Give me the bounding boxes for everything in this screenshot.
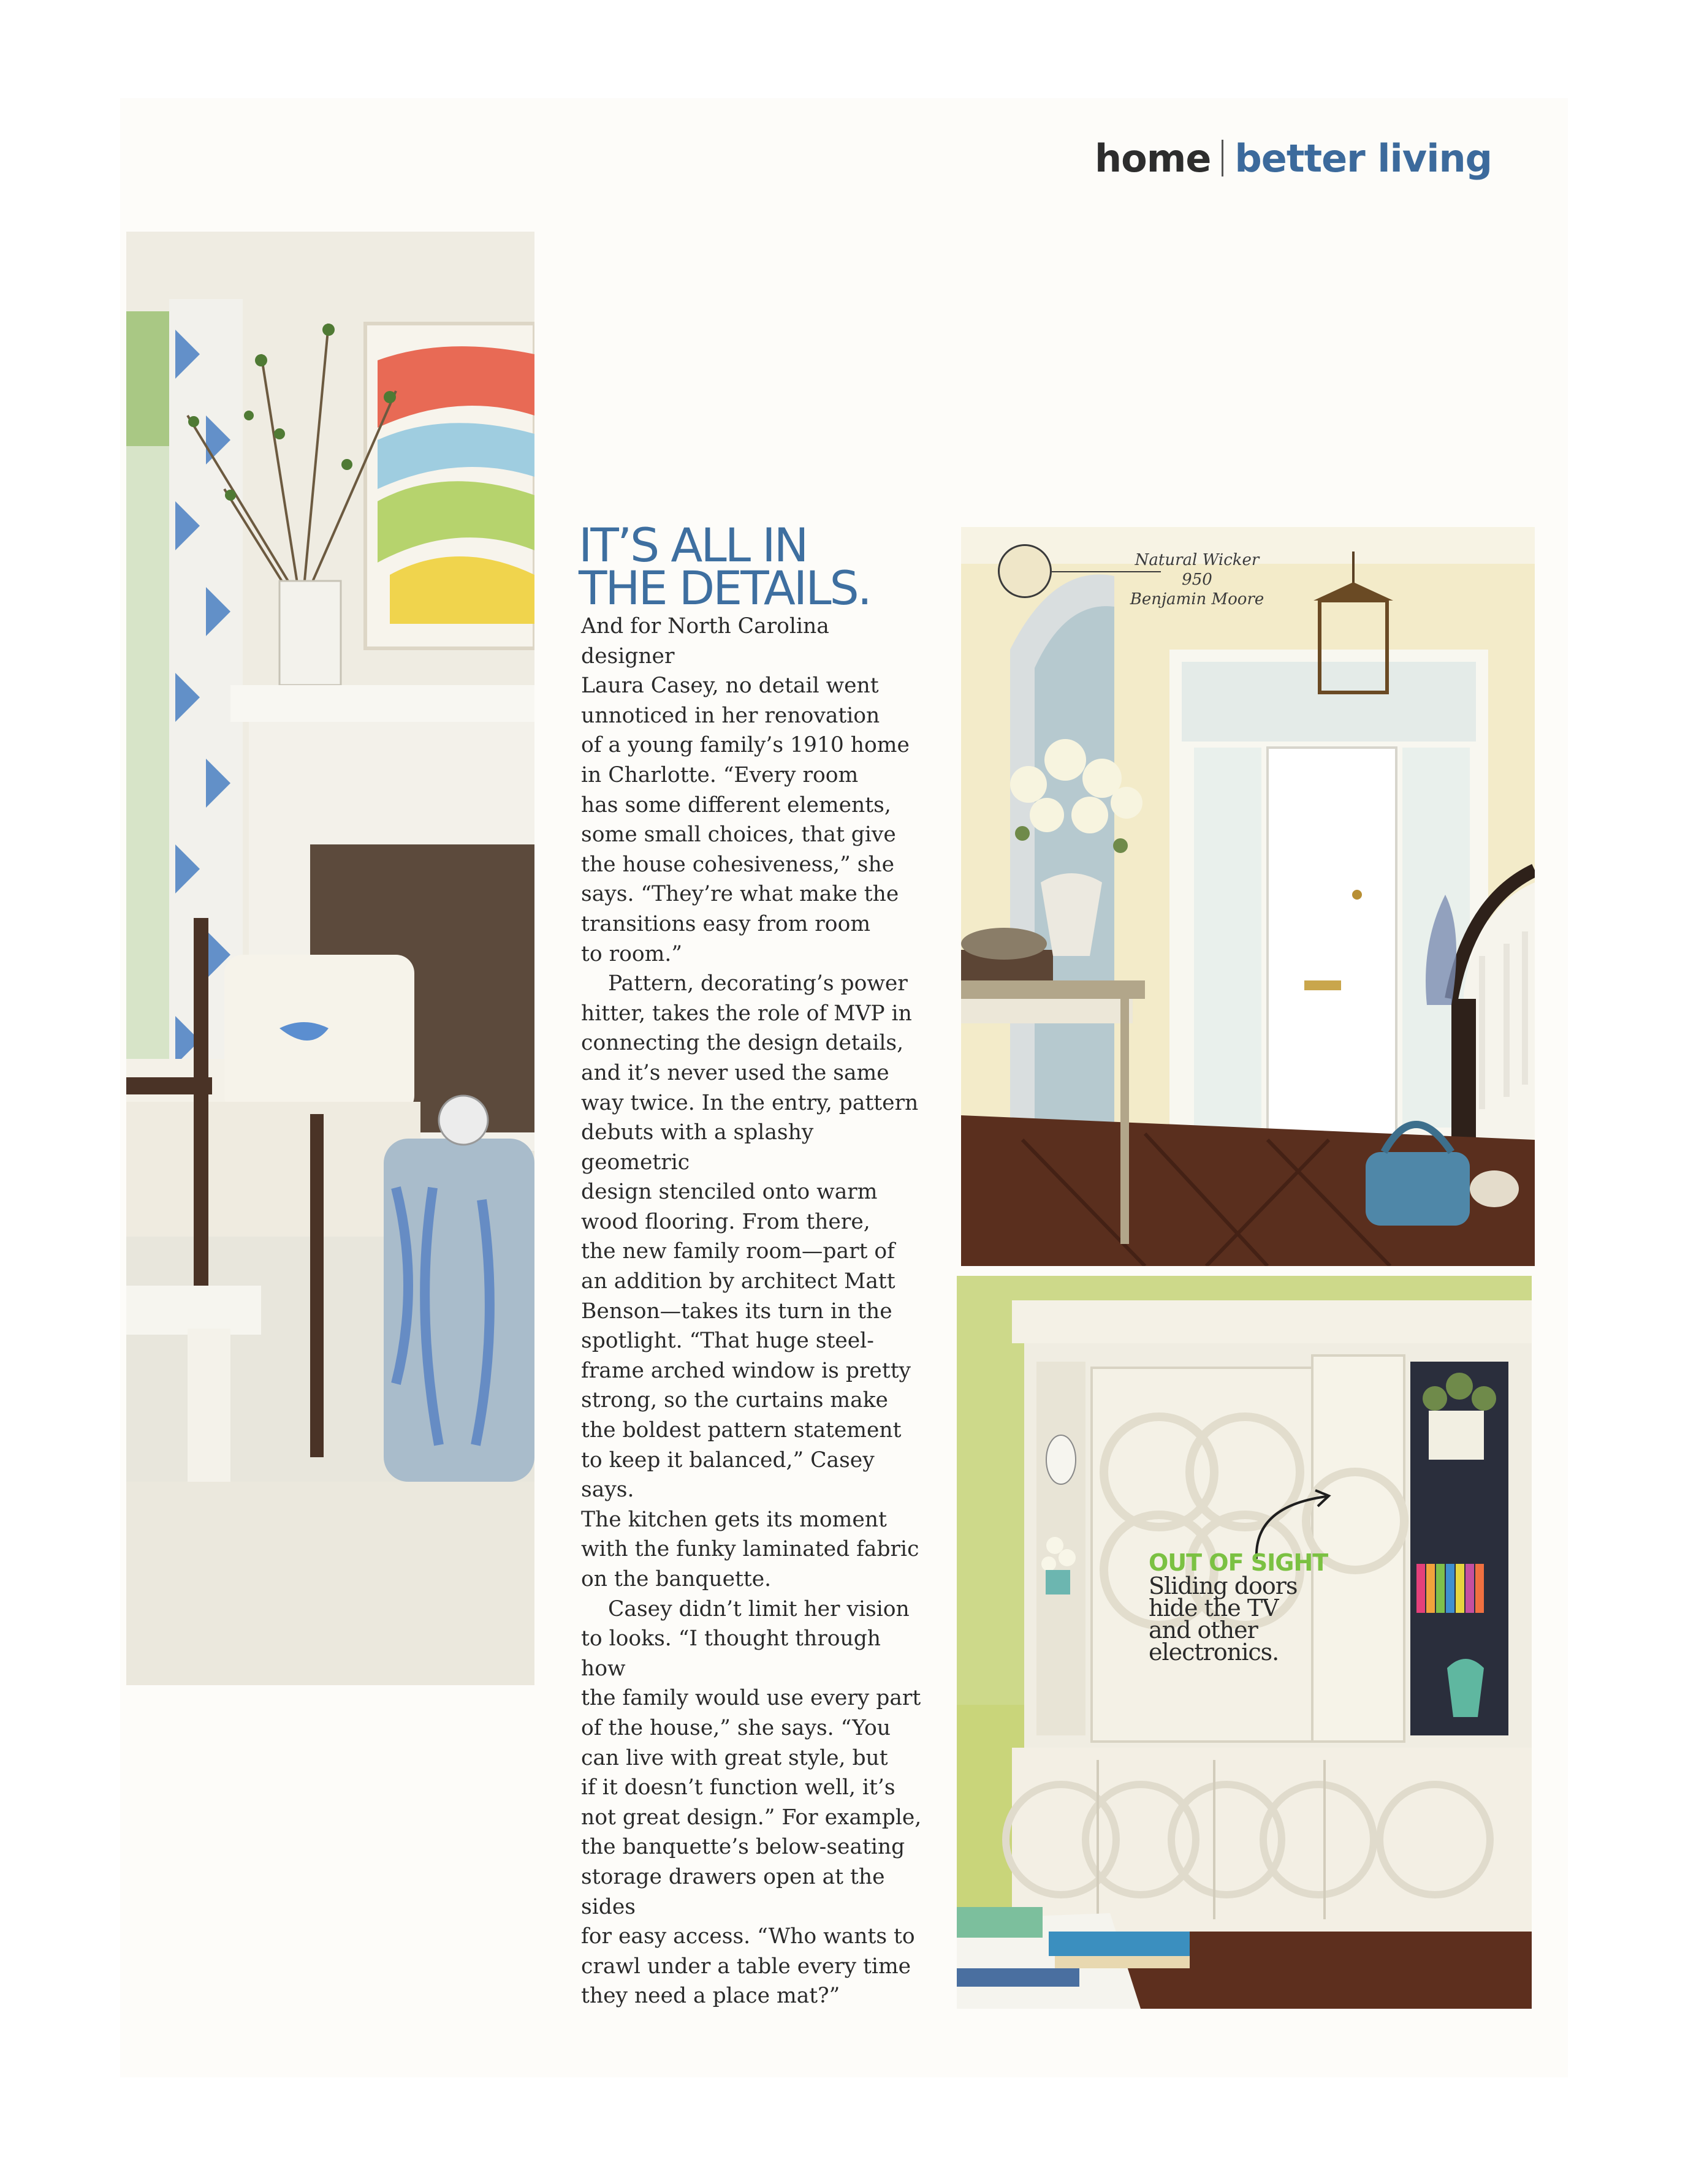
- callout-text: Sliding doors hide the TV and other electronics.: [1149, 1572, 1298, 1666]
- callout-title: OUT OF SIGHT: [1149, 1549, 1328, 1576]
- article-body: [581, 612, 924, 2011]
- article-paragraph: Pattern, decorating’s power hitter, takes the role of MVP in connecting the design details, and it’s never used the same way twice. In the entry, pattern debuts with a splashy geometric design stenciled onto warm wood flooring. From there, the new family room—part of an addition by architect Matt Benson—takes its turn in the spotlight. “That huge steel- frame arched window is pretty strong, so the curtains make the boldest pattern statement to keep it balanced,” Casey says. The kitchen gets its moment with the funky laminated fabric on the banquette.: [581, 971, 919, 1591]
- article-paragraph: Casey didn’t limit her vision to looks. “I thought through how the family would use every part of the house,” she says. “You can live with great style, but if it doesn’t function well, it’s not great design.” For example, the banquette’s below-seating storage drawers open at the sides for easy access. “Who wants to crawl under a table every time they need a place mat?”: [581, 1596, 922, 2009]
- paint-brand: Benjamin Moore: [1130, 590, 1264, 609]
- living-room-photo: [126, 232, 534, 1685]
- paint-label: [1120, 550, 1274, 609]
- article-paragraph: And for North Carolina designer Laura Casey, no detail went unnoticed in her renovation of a young family’s 1910 home in Charlotte. “Every room has some different elements, some small choices, that give the house cohesiveness,” she says. “They’re what make the transitions easy from room to room.”: [581, 614, 910, 966]
- headline-line: IT’S ALL IN: [579, 518, 807, 572]
- section-name: home: [1095, 135, 1211, 181]
- paint-color-name: Natural Wicker 950: [1135, 551, 1260, 589]
- subsection-name: better living: [1234, 135, 1492, 181]
- paint-color-callout: [998, 544, 1280, 609]
- headline-line: THE DETAILS.: [579, 561, 870, 615]
- section-header: [1095, 134, 1492, 183]
- paint-swatch-icon: [998, 544, 1052, 598]
- cabinet-callout: [1149, 1549, 1369, 1666]
- section-divider: [1222, 140, 1223, 176]
- entry-photo: [961, 527, 1535, 1266]
- article-headline: [579, 518, 922, 615]
